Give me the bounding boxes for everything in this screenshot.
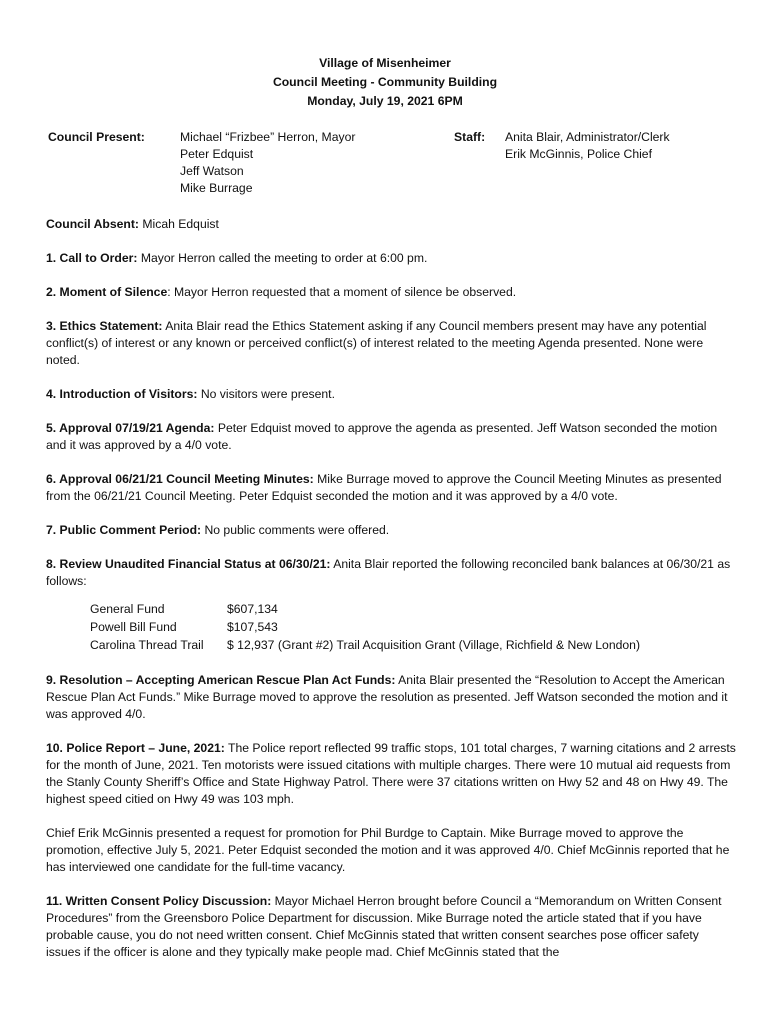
bank-balances-table [90, 601, 736, 655]
item-label: 2. Moment of Silence [46, 285, 168, 299]
item-text: No public comments were offered. [201, 523, 390, 537]
item-label: 1. Call to Order: [46, 251, 138, 265]
fund-name: Carolina Thread Trail [90, 638, 204, 652]
item-label: 8. Review Unaudited Financial Status at 06/30/21: [46, 557, 331, 571]
council-present-list [180, 129, 355, 197]
item-text: Peter Edquist moved to approve the agenda as presented. Jeff Watson seconded the motion and it was approved by a 4/0 vote. [46, 421, 718, 452]
item-text: Anita Blair reported the following reconciled bank balances at 06/30/21 as follows: [46, 557, 731, 588]
item-text: Mayor Herron called the meeting to order at 6:00 pm. [137, 251, 428, 265]
attendance-block [48, 129, 728, 201]
fund-balance: $ 12,937 (Grant #2) Trail Acquisition Grant (Village, Richfield & New London) [227, 638, 641, 652]
item-text: : Mayor Herron requested that a moment of silence be observed. [167, 285, 517, 299]
item-text: Mayor Michael Herron brought before Council a “Memorandum on Written Consent Procedures” from the Greensboro Police Department for discussion. Mike Burrage noted the article stated that if you have probable cause, you do not need written consent. Chief McGinnis stated that written consent searches pose officer safety issues if the officer is alone and they typically make people mad. Chief McGinnis stated that the [46, 894, 722, 959]
bank-balance-row [90, 637, 736, 655]
minutes-body [46, 216, 736, 978]
staff-member: Erik McGinnis, Police Chief [505, 147, 652, 161]
item-label: 6. Approval 06/21/21 Council Meeting Minutes: [46, 472, 314, 486]
item-approval-agenda [46, 420, 736, 454]
item-text: Chief Erik McGinnis presented a request for promotion for Phil Burdge to Captain. Mike Burrage moved to approve the promotion, effective July 5, 2021. Peter Edquist seconded the motion and it was approved 4/0. Chief McGinnis reported that he has interviewed one candidate for the full-time vacancy. [46, 826, 730, 874]
bank-balance-row [90, 619, 736, 637]
council-member: Peter Edquist [180, 147, 254, 161]
item-label: 9. Resolution – Accepting American Rescue Plan Act Funds: [46, 673, 396, 687]
item-text: No visitors were present. [197, 387, 335, 401]
meeting-date: Monday, July 19, 2021 6PM [307, 94, 463, 108]
item-label: 11. Written Consent Policy Discussion: [46, 894, 272, 908]
item-label: 4. Introduction of Visitors: [46, 387, 198, 401]
fund-name: General Fund [90, 602, 165, 616]
fund-balance: $107,543 [227, 620, 278, 634]
staff-member: Anita Blair, Administrator/Clerk [505, 130, 670, 144]
fund-name: Powell Bill Fund [90, 620, 177, 634]
item-public-comment [46, 522, 736, 539]
staff-label: Staff: [454, 130, 486, 144]
fund-balance: $607,134 [227, 602, 278, 616]
item-call-to-order [46, 250, 736, 267]
item-label: 10. Police Report – June, 2021: [46, 741, 225, 755]
item-police-report [46, 740, 736, 808]
item-financial-status [46, 556, 736, 590]
item-police-promotion [46, 825, 736, 876]
item-approval-minutes [46, 471, 736, 505]
council-member: Mike Burrage [180, 181, 253, 195]
village-title: Village of Misenheimer [319, 56, 451, 70]
item-label: 5. Approval 07/19/21 Agenda: [46, 421, 215, 435]
meeting-title: Council Meeting - Community Building [272, 75, 498, 89]
bank-balance-row [90, 601, 736, 619]
item-text: Mike Burrage moved to approve the Council Meeting Minutes as presented from the 06/21/21 Council Meeting. Peter Edquist seconded the motion and it was approved by a 4/0 vote. [46, 472, 722, 503]
council-present-label: Council Present: [48, 130, 145, 144]
item-moment-of-silence [46, 284, 736, 301]
item-label: 7. Public Comment Period: [46, 523, 202, 537]
document-header [0, 55, 770, 112]
council-absent-label: Council Absent: [46, 217, 139, 231]
staff-list [505, 129, 670, 163]
item-text: Anita Blair presented the “Resolution to Accept the American Rescue Plan Act Funds.” Mike Burrage moved to approve the resolution as presented. Jeff Watson seconded the motion and it was approved 4/0. [46, 673, 728, 721]
council-absent-text: Micah Edquist [138, 217, 219, 231]
item-label: 3. Ethics Statement: [46, 319, 163, 333]
item-ethics-statement [46, 318, 736, 369]
item-written-consent [46, 893, 736, 961]
item-introduction-of-visitors [46, 386, 736, 403]
council-absent [46, 216, 736, 233]
item-resolution-arpa [46, 672, 736, 723]
item-text: Anita Blair read the Ethics Statement asking if any Council members present may have any potential conflict(s) of interest or any known or perceived conflict(s) of interest related to the meeting Agenda presented. None were noted. [46, 319, 707, 367]
council-member: Michael “Frizbee” Herron, Mayor [180, 130, 356, 144]
item-text: The Police report reflected 99 traffic stops, 101 total charges, 7 warning citations and 2 arrests for the month of June, 2021. Ten motorists were issued citations with multiple charges. There were 10 mutual aid requests from the Stanly County Sheriff’s Office and State Highway Patrol. There were 37 citations written on Hwy 52 and 48 on Hwy 49. The highest speed citied on Hwy 49 was 103 mph. [46, 741, 736, 806]
council-member: Jeff Watson [180, 164, 244, 178]
